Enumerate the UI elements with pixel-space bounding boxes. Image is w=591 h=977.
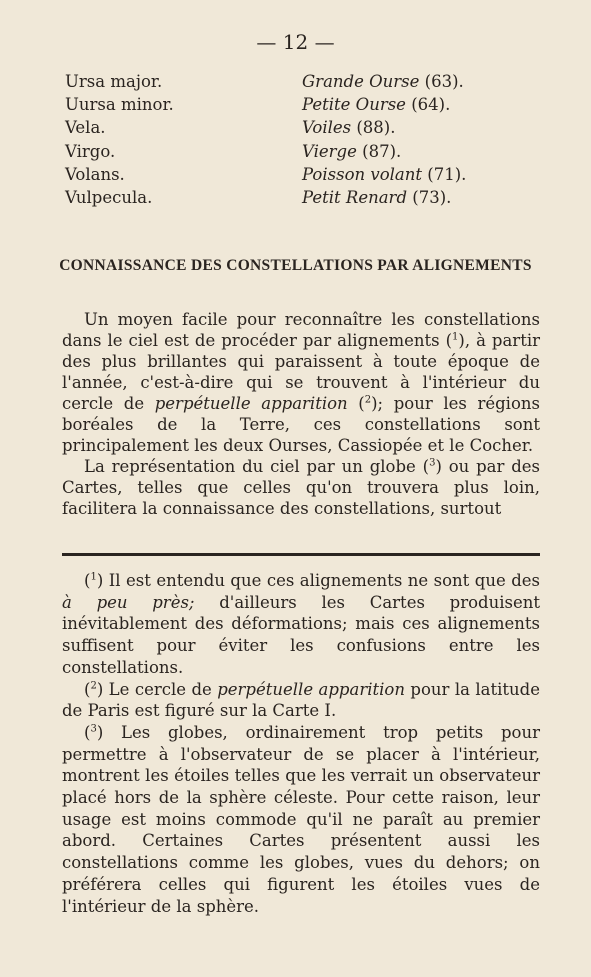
latin-name: Uursa minor. bbox=[65, 95, 174, 115]
latin-name: Volans. bbox=[65, 164, 125, 184]
emphasis: à peu près; bbox=[62, 592, 195, 612]
text-run: d'ailleurs les Cartes produisent inévitablement des déformations; mais ces alignements suffisent pour éviter les confusions entre les constellations. bbox=[62, 592, 540, 677]
text-run: ); pour les régions boréales de la Terre, ces constellations sont principalement les deux Ourses, Cassiopée et le Cocher. bbox=[62, 394, 540, 455]
text-run: ( bbox=[347, 394, 365, 413]
french-name: Petit Renard bbox=[302, 187, 408, 207]
text-run: ) ou par des Cartes, telles que celles qu'on trouvera plus loin, facilitera la connaissance des constellations, surtout bbox=[62, 457, 540, 518]
constellation-number: (71). bbox=[427, 164, 467, 184]
footnote: ($^1$) Il est entendu que ces alignements ne sont que des à peu près; d'ailleurs les Cartes produisent inévitablement des déformations; mais ces alignements suffisent pour éviter les confusions entre les constellations. bbox=[62, 571, 540, 677]
footnote: ($^3$) Les globes, ordinairement trop petits pour permettre à l'observateur de se placer à l'intérieur, montrent les étoiles telles que les verrait un observateur placé hors de la sphère céleste. Pour cette raison, leur usage est moins commode qu'il ne paraît au premier abord. Certaines Cartes présentent aussi les constellations comme les globes, vues du dehors; on préférera celles qui figurent les étoiles vues de l'intérieur de la sphère. bbox=[62, 722, 540, 916]
body-text bbox=[62, 309, 540, 519]
constellation-number: (64). bbox=[411, 95, 451, 115]
emphasis: perpétuelle apparition bbox=[217, 679, 405, 699]
footnote-mark: 1 bbox=[90, 571, 97, 583]
text-run: pour la latitude de Paris est figuré sur la Carte I. bbox=[62, 679, 540, 721]
text-run: Les globes, ordinairement trop petits pour permettre à l'observateur de se placer à l'intérieur, montrent les étoiles telles que les verrait un observateur placé hors de la sphère céleste. Pour cette raison, leur usage est moins commode qu'il ne paraît au premier abord. Certaines Cartes présentent aussi les constellations comme les globes, vues du dehors; on préférera celles qui figurent les étoiles vues de l'intérieur de la sphère. bbox=[62, 722, 540, 916]
section-title: CONNAISSANCE DES CONSTELLATIONS PAR ALIGNEMENTS bbox=[59, 257, 532, 274]
constellation-row bbox=[65, 186, 535, 209]
paragraph bbox=[62, 456, 540, 519]
constellation-row bbox=[65, 163, 535, 186]
constellation-number: (63). bbox=[424, 72, 464, 91]
constellation-number: (73). bbox=[412, 187, 452, 207]
footnotes bbox=[62, 570, 540, 917]
french-name: Petite Ourse bbox=[302, 95, 406, 115]
text-run: La représentation du ciel par un globe ( bbox=[84, 457, 430, 476]
constellation-number: (88). bbox=[356, 118, 396, 138]
latin-name: Vela. bbox=[65, 118, 106, 138]
page-number: — 12 — bbox=[256, 30, 335, 54]
footnote-ref: 3 bbox=[429, 457, 436, 469]
french-name: Poisson volant bbox=[302, 164, 423, 184]
french-name: Vierge bbox=[302, 141, 357, 161]
paragraph bbox=[62, 309, 540, 456]
constellation-row bbox=[65, 93, 535, 116]
footnote-mark: 2 bbox=[90, 680, 97, 692]
french-name: Grande Ourse bbox=[302, 72, 420, 91]
french-name: Voiles bbox=[302, 118, 352, 138]
constellation-row bbox=[65, 140, 535, 163]
text-run: Un moyen facile pour reconnaître les constellations dans le ciel est de procéder par alignements ( bbox=[62, 310, 540, 350]
footnote-ref: 1 bbox=[452, 331, 459, 343]
constellation-number: (87). bbox=[362, 141, 402, 161]
text-run: Le cercle de bbox=[103, 679, 218, 699]
text-run: Il est entendu que ces alignements ne sont que des bbox=[103, 571, 540, 590]
latin-name: Vulpecula. bbox=[65, 187, 153, 207]
footnote-divider bbox=[62, 553, 540, 556]
footnote: ($^2$) Le cercle de perpétuelle apparition pour la latitude de Paris est figuré sur la Carte I. bbox=[62, 679, 540, 721]
constellation-row bbox=[65, 70, 535, 93]
footnote-ref: 2 bbox=[364, 394, 372, 406]
constellation-row bbox=[65, 116, 535, 139]
latin-name: Ursa major. bbox=[65, 72, 163, 91]
latin-name: Virgo. bbox=[65, 141, 116, 161]
text-run: ), à partir des plus brillantes qui paraissent à toute époque de l'année, c'est-à-dire qui se trouvent à l'intérieur du cercle de bbox=[62, 331, 540, 413]
constellation-list bbox=[65, 70, 535, 209]
footnote-mark: 3 bbox=[90, 723, 97, 735]
emphasis: perpétuelle apparition bbox=[154, 394, 348, 413]
